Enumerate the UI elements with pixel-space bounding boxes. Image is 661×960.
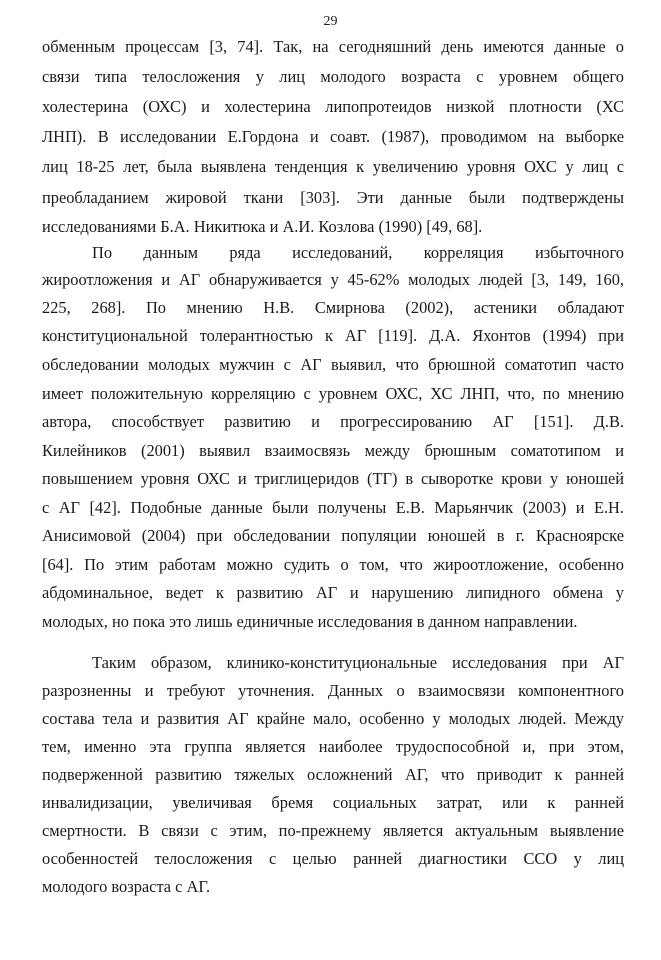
text-line: молодых, но пока это лишь единичные исследования в данном направлении. (42, 612, 578, 631)
text-line: смертности. В связи с этим, по-прежнему является актуальным выявление (42, 821, 624, 840)
text-line: обменным процессам [3, 74]. Так, на сегодняшний день имеются данные о (42, 37, 624, 56)
text-line: тем, именно эта группа является наиболее трудоспособной и, при этом, (42, 737, 624, 756)
text-line: жироотложения и АГ обнаруживается у 45-62% молодых людей [3, 149, 160, (42, 270, 624, 289)
text-line: преобладанием жировой ткани [303]. Эти данные были подтверждены (42, 188, 624, 207)
text-line: автора, способствует развитию и прогрессированию АГ [151]. Д.В. (42, 412, 624, 431)
text-line: обследовании молодых мужчин с АГ выявил, что брюшной соматотип часто (42, 355, 624, 374)
text-line: Таким образом, клинико-конституциональные исследования при АГ (92, 653, 624, 672)
text-line: [64]. По этим работам можно судить о том, что жироотложение, особенно (42, 555, 624, 574)
text-line: Анисимовой (2004) при обследовании популяции юношей в г. Красноярске (42, 526, 624, 545)
text-line: исследованиями Б.А. Никитюка и А.И. Козлова (1990) [49, 68]. (42, 217, 483, 236)
text-line: 225, 268]. По мнению Н.В. Смирнова (2002), астеники обладают (42, 298, 624, 317)
text-line: разрозненны и требуют уточнения. Данных о взаимосвязи компонентного (42, 681, 624, 700)
text-line: молодого возраста с АГ. (42, 877, 211, 896)
text-line: конституциональной толерантностью к АГ [119]. Д.А. Яхонтов (1994) при (42, 326, 624, 345)
page-number: 29 (323, 14, 338, 29)
text-line: с АГ [42]. Подобные данные были получены Е.В. Марьянчик (2003) и Е.Н. (42, 498, 624, 517)
text-line: лиц 18-25 лет, была выявлена тенденция к увеличению уровня ОХС у лиц с (42, 157, 624, 176)
text-line: Килейников (2001) выявил взаимосвязь между брюшным соматотипом и (42, 441, 624, 460)
text-line: подверженной развитию тяжелых осложнений АГ, что приводит к ранней (42, 765, 624, 784)
text-line: связи типа телосложения у лиц молодого возраста с уровнем общего (42, 67, 624, 86)
text-line: инвалидизации, увеличивая бремя социальных затрат, или к ранней (42, 793, 624, 812)
text-line: По данным ряда исследований, корреляция избыточного (92, 243, 624, 262)
text-line: повышением уровня ОХС и триглицеридов (ТГ) в сыворотке крови у юношей (42, 469, 624, 488)
text-line: имеет положительную корреляцию с уровнем ОХС, ХС ЛНП, что, по мнению (42, 384, 624, 403)
text-line: абдоминальное, ведет к развитию АГ и нарушению липидного обмена у (42, 583, 624, 602)
text-line: ЛНП). В исследовании Е.Гордона и соавт. (1987), проводимом на выборке (42, 127, 624, 146)
text-line: холестерина (ОХС) и холестерина липопротеидов низкой плотности (ХС (42, 97, 624, 116)
text-line: особенностей телосложения с целью ранней диагностики ССО у лиц (42, 849, 624, 868)
text-line: состава тела и развития АГ крайне мало, особенно у молодых людей. Между (42, 709, 624, 728)
